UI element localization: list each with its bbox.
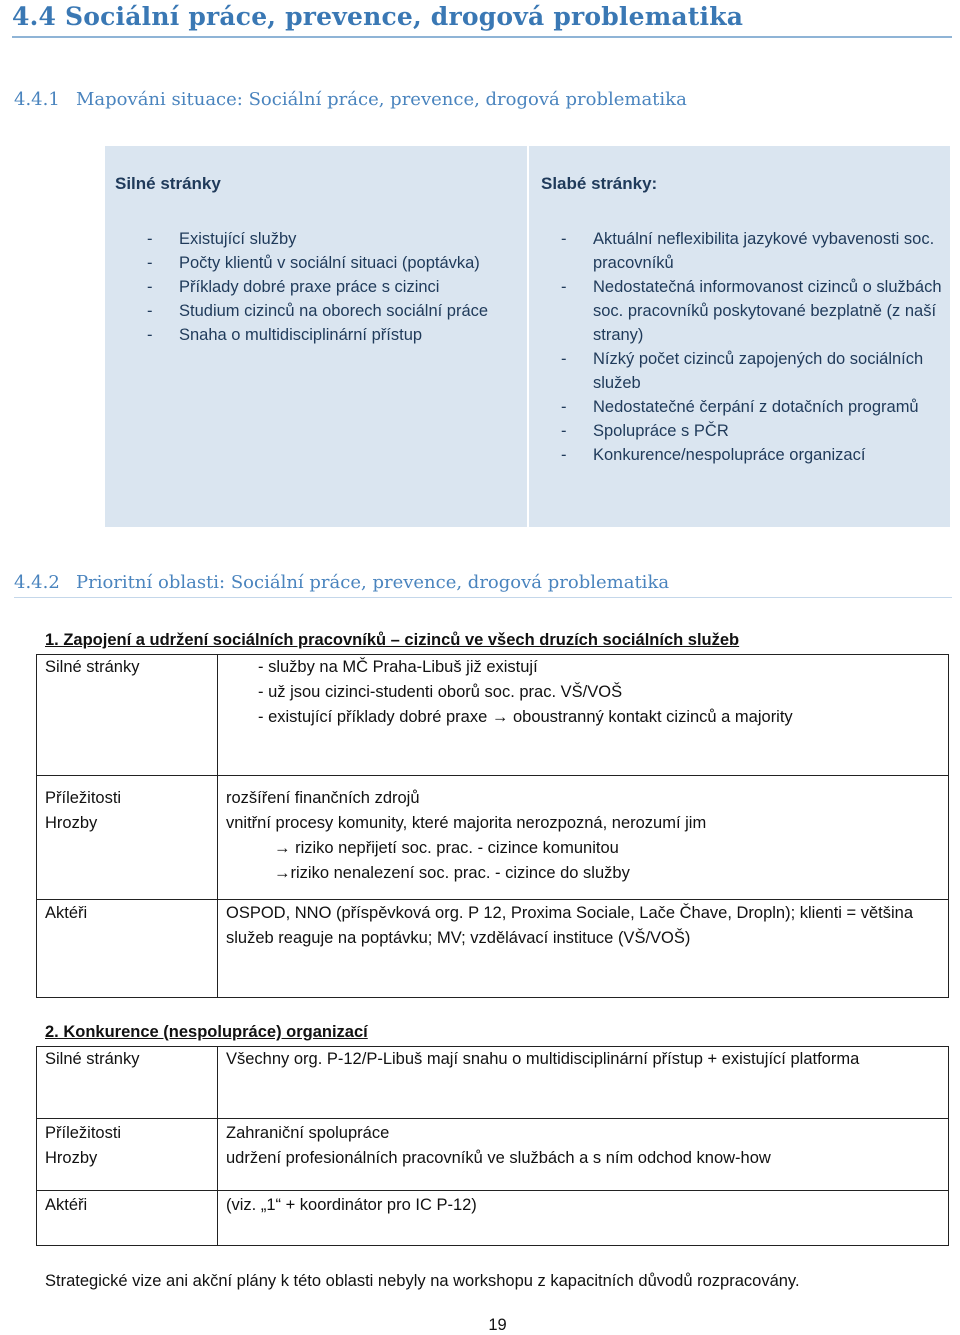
section-title: Mapováni situace: Sociální práce, prevence, drogová problematika: [76, 89, 687, 110]
strengths-label: Silné stránky: [37, 655, 218, 776]
list-item: - Existující služby: [115, 227, 527, 251]
actors-label: Aktéři: [45, 904, 88, 922]
footer-note: Strategické vize ani akční plány k této oblasti nebyly na workshopu z kapacitních důvodů rozpracovány.: [45, 1272, 800, 1290]
section-heading-442: [14, 572, 669, 593]
opportunities-text: rozšíření finančních zdrojů: [226, 789, 420, 807]
heading-rule: [12, 36, 952, 38]
strengths-label: Silné stránky: [37, 1047, 218, 1119]
strengths-text: Všechny org. P-12/P-Libuš mají snahu o multidisciplinární přístup + existující platforma: [218, 1047, 949, 1119]
threat-sub-line: [226, 836, 940, 861]
strength-text: oboustranný kontakt cizinců a majority: [512, 708, 793, 726]
strengths-title: Silné stránky: [115, 174, 221, 193]
threats-label: Hrozby: [45, 1149, 98, 1167]
strength-text: - existující příklady dobré praxe: [258, 708, 488, 726]
strength-line: - už jsou cizinci-studenti oborů soc. prac. VŠ/VOŠ: [258, 683, 623, 701]
weaknesses-title: Slabé stránky:: [541, 174, 658, 193]
actors-label-cell: [37, 900, 218, 998]
swot-box: [105, 146, 950, 527]
list-item: - Spolupráce s PČR: [541, 419, 950, 443]
opp-threat-labels: [37, 776, 218, 900]
opp-threat-cell: [218, 776, 949, 900]
threats-text: udržení profesionálních pracovníků ve službách a s ním odchod know-how: [226, 1149, 771, 1167]
actors-text: (viz. „1“ + koordinátor pro IC P-12): [226, 1196, 477, 1214]
actors-cell: [218, 1191, 949, 1246]
section-rule: [14, 597, 952, 598]
strengths-cell: [218, 655, 949, 776]
strength-line: [226, 705, 940, 730]
priority-1-table: [36, 654, 949, 998]
strengths-list: [115, 227, 527, 347]
priority-2-table: [36, 1046, 949, 1246]
list-item: - Nedostatečné čerpání z dotačních programů: [541, 395, 950, 419]
section-number: 4.4.1: [14, 89, 60, 110]
threat-sub-text: riziko nenalezení soc. prac. - cizince do služby: [290, 864, 630, 882]
actors-label-cell: [37, 1191, 218, 1246]
page-heading: 4.4 Sociální práce, prevence, drogová problematika: [12, 2, 744, 31]
list-item: - Studium cizinců na oborech sociální práce: [115, 299, 527, 323]
threat-sub-text: riziko nepřijetí soc. prac. - cizince komunitou: [295, 839, 619, 857]
arrow-right-icon: →: [274, 839, 291, 857]
arrow-right-icon: →: [491, 708, 509, 726]
arrow-right-icon: →: [274, 864, 291, 882]
list-item: - Počty klientů v sociální situaci (poptávka): [115, 251, 527, 275]
opportunities-label: Příležitosti: [45, 789, 122, 807]
list-item: - Nedostatečná informovanost cizinců o službách soc. pracovníků poskytované bezplatně (z naší strany): [541, 275, 950, 347]
threats-text: vnitřní procesy komunity, které majorita nerozpozná, nerozumí jim: [226, 814, 707, 832]
page-number: 19: [488, 1316, 507, 1334]
opportunities-label: Příležitosti: [45, 1124, 122, 1142]
actors-label: Aktéři: [45, 1196, 88, 1214]
priority-2-title: 2. Konkurence (nespolupráce) organizací: [45, 1023, 368, 1041]
list-item: - Snaha o multidisciplinární přístup: [115, 323, 527, 347]
strengths-column: [105, 146, 527, 527]
section-number: 4.4.2: [14, 572, 60, 593]
opp-threat-cell: [218, 1119, 949, 1191]
strength-line: - služby na MČ Praha-Libuš již existují: [258, 658, 538, 676]
weaknesses-column: [529, 146, 950, 527]
actors-cell: [218, 900, 949, 998]
list-item: - Aktuální neflexibilita jazykové vybavenosti soc. pracovníků: [541, 227, 950, 275]
actors-text: OSPOD, NNO (příspěvková org. P 12, Proxima Sociale, Lače Čhave, Dropln); klienti = většina služeb reaguje na poptávku; MV; vzdělávací instituce (VŠ/VOŠ): [226, 904, 914, 947]
section-title: Prioritní oblasti: Sociální práce, prevence, drogová problematika: [76, 572, 670, 593]
opportunities-text: Zahraniční spolupráce: [226, 1124, 390, 1142]
weaknesses-list: [541, 227, 950, 467]
threat-sub-line: [226, 861, 940, 886]
list-item: - Příklady dobré praxe práce s cizinci: [115, 275, 527, 299]
opp-threat-labels: [37, 1119, 218, 1191]
list-item: - Konkurence/nespolupráce organizací: [541, 443, 950, 467]
section-heading-441: [14, 89, 687, 110]
list-item: - Nízký počet cizinců zapojených do sociálních služeb: [541, 347, 950, 395]
threats-label: Hrozby: [45, 814, 98, 832]
priority-1-title: 1. Zapojení a udržení sociálních pracovníků – cizinců ve všech druzích sociálních služeb: [45, 631, 740, 649]
